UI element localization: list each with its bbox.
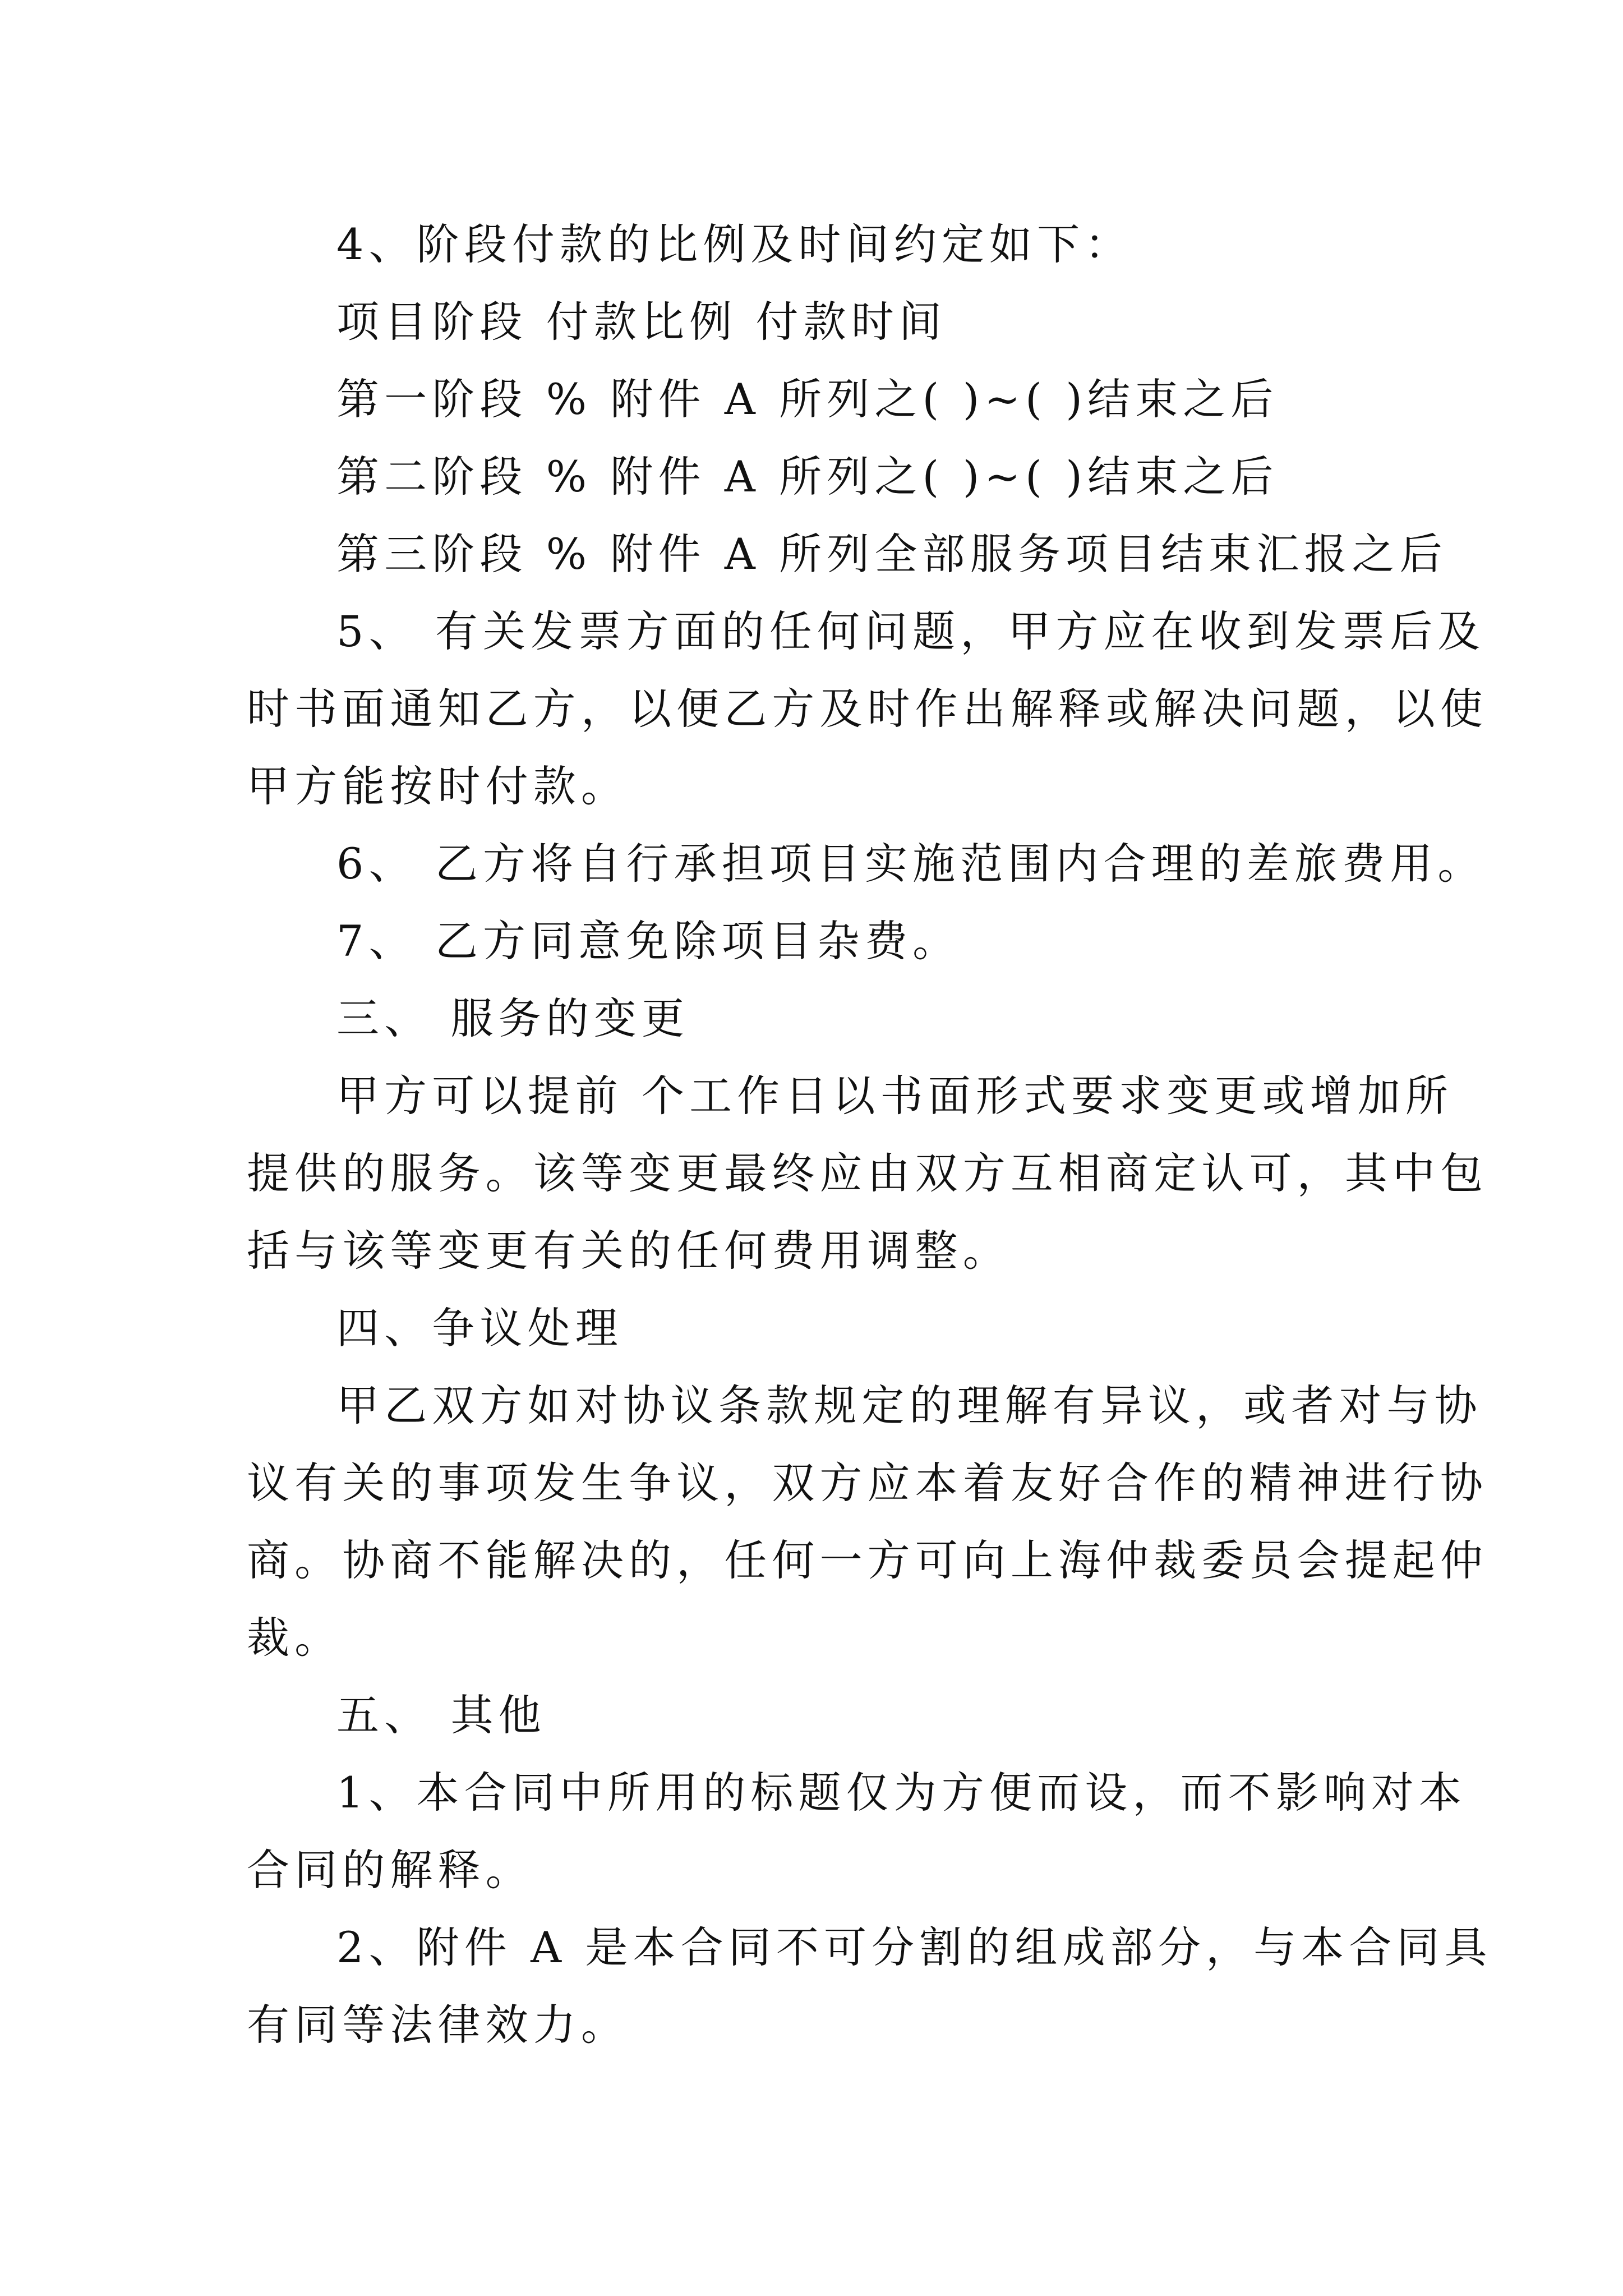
stage-one-line: 第一阶段 % 附件 A 所列之( )~( )结束之后: [336, 374, 1279, 424]
section-4-line-4: 裁。: [247, 1613, 343, 1663]
clause-5-line-2: 时书面通知乙方，以便乙方及时作出解释或解决问题，以使: [247, 684, 1488, 734]
section-4-line-1: 甲乙双方如对协议条款规定的理解有异议，或者对与协: [336, 1381, 1482, 1430]
section-4-line-3: 商。协商不能解决的，任何一方可向上海仲裁委员会提起仲: [247, 1535, 1488, 1585]
other-2-line-1: 2、附件 A 是本合同不可分割的组成部分，与本合同具: [336, 1922, 1492, 1972]
section-3-line-2: 提供的服务。该等变更最终应由双方互相商定认可，其中包: [247, 1148, 1488, 1198]
section-3-line-1: 甲方可以提前 个工作日以书面形式要求变更或增加所: [336, 1071, 1454, 1121]
clause-7-line: 7、 乙方同意免除项目杂费。: [336, 916, 961, 966]
clause-5-line-1: 5、 有关发票方面的任何问题，甲方应在收到发票后及: [336, 606, 1486, 656]
table-header-line: 项目阶段 付款比例 付款时间: [336, 297, 947, 347]
stage-two-line: 第二阶段 % 附件 A 所列之( )~( )结束之后: [336, 452, 1279, 501]
section-4-line-2: 议有关的事项发生争议，双方应本着友好合作的精神进行协: [247, 1458, 1488, 1508]
clause-5-line-3: 甲方能按时付款。: [247, 761, 629, 811]
section-3-heading: 三、 服务的变更: [336, 993, 690, 1043]
stage-three-line: 第三阶段 % 附件 A 所列全部服务项目结束汇报之后: [336, 529, 1447, 579]
section-4-heading: 四、争议处理: [336, 1303, 623, 1353]
section-3-line-3: 括与该等变更有关的任何费用调整。: [247, 1226, 1011, 1276]
other-1-line-1: 1、本合同中所用的标题仅为方便而设，而不影响对本: [336, 1768, 1467, 1818]
other-1-line-2: 合同的解释。: [247, 1845, 533, 1895]
payment-ratio-heading: 4、阶段付款的比例及时间约定如下：: [336, 219, 1133, 269]
section-5-heading: 五、 其他: [336, 1690, 546, 1740]
clause-6-line: 6、 乙方将自行承担项目实施范围内合理的差旅费用。: [336, 839, 1486, 889]
other-2-line-2: 有同等法律效力。: [247, 2000, 629, 2050]
